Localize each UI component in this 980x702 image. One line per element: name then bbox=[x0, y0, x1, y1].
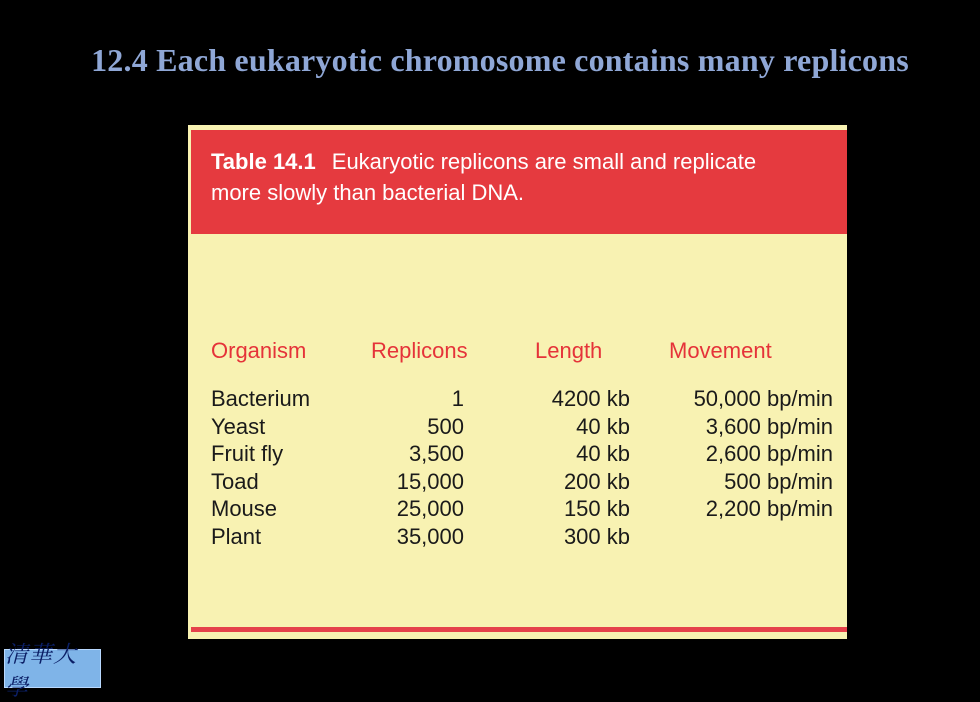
cell-length: 4200 kb bbox=[551, 386, 630, 411]
university-logo bbox=[4, 641, 101, 701]
table-caption bbox=[211, 146, 811, 208]
column-length bbox=[518, 385, 630, 550]
slide-title: 12.4 Each eukaryotic chromosome contains many replicons bbox=[91, 42, 909, 78]
column-movement bbox=[658, 385, 833, 550]
column-replicons bbox=[364, 385, 464, 550]
cell-replicons: 35,000 bbox=[396, 523, 464, 549]
cell-length: 300 kb bbox=[563, 523, 630, 549]
table-caption-banner bbox=[191, 130, 847, 234]
cell-organism: Toad bbox=[211, 468, 259, 494]
table-figure bbox=[188, 125, 847, 639]
header-length: Length bbox=[535, 338, 603, 363]
cell-organism: Plant bbox=[211, 523, 262, 549]
cell-replicons: 500 bbox=[427, 413, 464, 439]
header-replicons: Replicons bbox=[371, 338, 468, 363]
cell-length: 40 kb bbox=[576, 413, 630, 439]
university-logo-text: 清華大學 bbox=[5, 641, 77, 701]
cell-replicons: 15,000 bbox=[396, 468, 464, 494]
cell-organism: Yeast bbox=[211, 413, 266, 439]
cell-movement: 50,000 bp/min bbox=[693, 386, 833, 411]
header-movement: Movement bbox=[669, 338, 772, 363]
cell-movement bbox=[658, 523, 833, 551]
cell-length: 40 kb bbox=[576, 441, 630, 466]
column-organism bbox=[211, 385, 341, 550]
table-number: Table 14.1 bbox=[211, 149, 316, 174]
table-caption-text: Eukaryotic replicons are small and replicate more slowly than bacterial DNA. bbox=[211, 149, 757, 205]
cell-replicons: 25,000 bbox=[396, 496, 464, 521]
cell-movement: 3,600 bp/min bbox=[705, 413, 833, 439]
cell-organism: Fruit fly bbox=[211, 441, 284, 466]
header-organism: Organism bbox=[211, 338, 307, 363]
cell-organism: Mouse bbox=[211, 496, 278, 521]
cell-movement: 2,200 bp/min bbox=[705, 496, 833, 521]
cell-length: 200 kb bbox=[563, 468, 630, 494]
cell-organism: Bacterium bbox=[211, 386, 311, 411]
cell-length: 150 kb bbox=[563, 496, 630, 521]
cell-replicons: 1 bbox=[451, 386, 464, 411]
cell-movement: 500 bp/min bbox=[724, 468, 833, 494]
cell-movement: 2,600 bp/min bbox=[705, 441, 833, 466]
table-bottom-rule bbox=[191, 627, 847, 632]
cell-replicons: 3,500 bbox=[408, 441, 464, 466]
